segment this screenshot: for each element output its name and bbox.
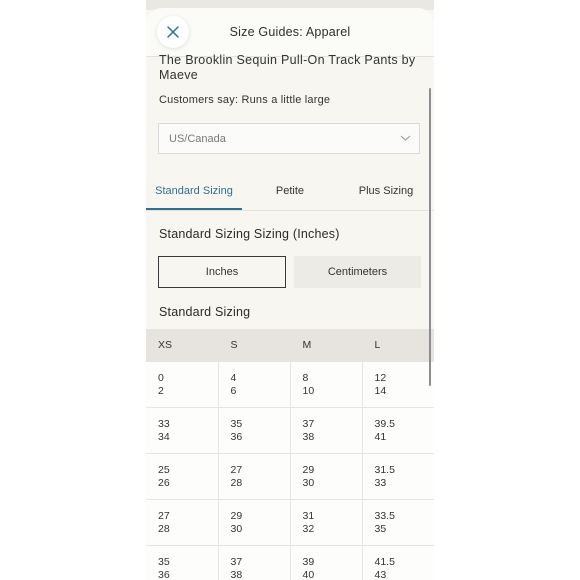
region-select-value: US/Canada <box>169 133 226 145</box>
table-cell <box>290 453 362 499</box>
fit-note: Customers say: Runs a little large <box>159 94 331 106</box>
cell-value: 0 <box>158 371 164 384</box>
scrollbar[interactable] <box>429 88 431 386</box>
tab-plus-sizing[interactable]: Plus Sizing <box>358 185 414 197</box>
section-heading: Standard Sizing Sizing (Inches) <box>159 227 340 241</box>
cell-value: 28 <box>230 476 243 489</box>
cell-value: 2 <box>158 384 164 397</box>
cell-value: 35 <box>158 555 170 568</box>
cell-value: 34 <box>158 430 170 443</box>
cell-value: 35 <box>230 417 243 430</box>
table-cell <box>290 361 362 407</box>
table-row <box>146 499 434 545</box>
cell-value: 33 <box>374 476 387 489</box>
table-cell <box>146 499 218 545</box>
table-cell <box>218 545 290 580</box>
cell-value: 8 <box>302 371 309 384</box>
cell-value: 14 <box>374 384 387 397</box>
cell-value: 35 <box>374 522 387 535</box>
product-title: The Brooklin Sequin Pull-On Track Pants by Maeve <box>159 53 416 82</box>
cell-value: 28 <box>158 522 170 535</box>
table-cell <box>362 407 434 453</box>
cell-value: 41 <box>374 430 387 443</box>
cell-value: 40 <box>302 568 315 580</box>
table-header-row <box>146 329 434 361</box>
cell-value: 31 <box>302 509 315 522</box>
size-guide-panel <box>146 0 434 580</box>
table-row <box>146 407 434 453</box>
table-cell <box>218 453 290 499</box>
table-cell <box>218 407 290 453</box>
table-cell <box>362 499 434 545</box>
cell-value: 26 <box>158 476 170 489</box>
cell-value: 30 <box>230 522 243 535</box>
cell-value: 6 <box>230 384 237 397</box>
modal-header <box>146 8 434 57</box>
table-row <box>146 453 434 499</box>
chevron-down-icon <box>400 134 411 142</box>
cell-value: 29 <box>302 463 315 476</box>
cell-value: 39.5 <box>374 417 395 430</box>
table-row <box>146 545 434 580</box>
table-cell <box>362 545 434 580</box>
column-header-l: L <box>374 338 381 351</box>
cell-value: 36 <box>158 568 170 580</box>
cell-value: 25 <box>158 463 170 476</box>
sizing-tabs <box>146 173 434 211</box>
centimeters-button[interactable]: Centimeters <box>294 256 421 288</box>
cell-value: 27 <box>230 463 243 476</box>
table-cell <box>146 407 218 453</box>
cell-value: 27 <box>158 509 170 522</box>
cell-value: 30 <box>302 476 315 489</box>
cell-value: 38 <box>230 568 243 580</box>
table-cell <box>146 361 218 407</box>
cell-value: 39 <box>302 555 315 568</box>
column-header-xs: XS <box>146 329 218 361</box>
table-cell <box>290 407 362 453</box>
region-select[interactable] <box>158 123 420 154</box>
cell-value: 29 <box>230 509 243 522</box>
column-header-s: S <box>218 329 290 361</box>
modal-title: Size Guides: Apparel <box>229 25 351 39</box>
table-cell <box>290 499 362 545</box>
table-cell <box>218 361 290 407</box>
cell-value: 12 <box>374 371 387 384</box>
cell-value: 33.5 <box>374 509 395 522</box>
cell-value: 37 <box>302 417 315 430</box>
table-cell <box>362 361 434 407</box>
cell-value: 32 <box>302 522 315 535</box>
active-tab-indicator <box>146 208 242 210</box>
cell-value: 31.5 <box>374 463 395 476</box>
tab-standard-sizing[interactable]: Standard Sizing <box>155 185 233 197</box>
cell-value: 10 <box>302 384 315 397</box>
table-row <box>146 361 434 407</box>
cell-value: 36 <box>230 430 243 443</box>
table-cell <box>218 499 290 545</box>
cell-value: 37 <box>230 555 243 568</box>
cell-value: 33 <box>158 417 170 430</box>
inches-button[interactable]: Inches <box>158 256 286 288</box>
cell-value: 4 <box>230 371 237 384</box>
table-cell <box>290 545 362 580</box>
cell-value: 38 <box>302 430 315 443</box>
size-table <box>146 329 434 580</box>
column-header-m: M <box>290 329 362 361</box>
table-cell <box>146 545 218 580</box>
table-cell <box>362 453 434 499</box>
table-heading: Standard Sizing <box>159 305 251 319</box>
cell-value: 41.5 <box>374 555 395 568</box>
cell-value: 43 <box>374 568 387 580</box>
table-cell <box>146 453 218 499</box>
tab-petite[interactable]: Petite <box>275 185 305 197</box>
